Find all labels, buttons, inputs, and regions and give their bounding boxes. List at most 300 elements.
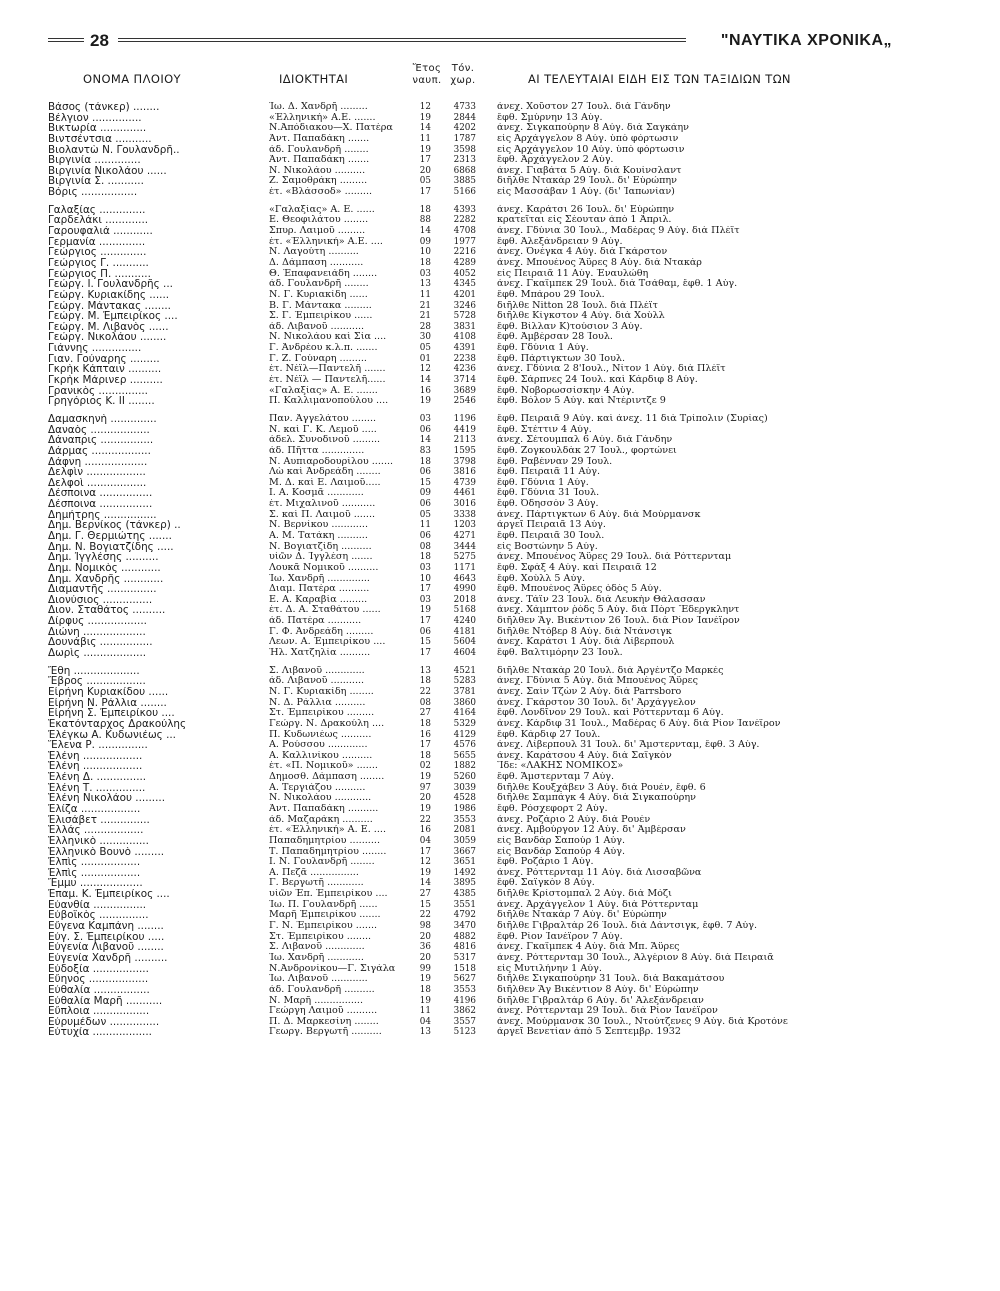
year-built: 19 bbox=[419, 144, 431, 155]
owner: Γ. Ἀνδρέου κ.λ.π. ....... bbox=[269, 343, 378, 354]
year-built: 18 bbox=[419, 456, 431, 467]
year-built: 15 bbox=[419, 637, 431, 648]
owner: Α. Καλλινίκου .......... bbox=[269, 750, 373, 761]
tonnage: 3059 bbox=[453, 835, 476, 846]
year-built: 06 bbox=[419, 467, 431, 478]
tonnage: 4576 bbox=[453, 740, 476, 751]
table-row bbox=[0, 425, 1000, 436]
ship-name: Ἑλένη Δ. ............... bbox=[48, 772, 147, 783]
last-news: ἀργεῖ Βενετίαν ἀπὸ 5 Σεπτεμβρ. 1932 bbox=[497, 1027, 681, 1038]
year-built: 20 bbox=[419, 793, 431, 804]
last-news: ἀνεχ. Γδύνια 2 8'Ιουλ., Νίτον 1 Αὐγ. διὰ Πλέϊτ bbox=[497, 364, 726, 375]
year-built: 36 bbox=[419, 942, 431, 953]
last-news: ἀνεχ. Κάρδιφ 31 Ἰουλ., Μαδέρας 6 Αὐγ. διὰ Ρίον Ἰανέϊρον bbox=[497, 718, 781, 729]
year-built: 12 bbox=[419, 102, 431, 112]
owner: Ἰω. Χανδρῆ ............ bbox=[269, 952, 364, 963]
tonnage: 3816 bbox=[453, 467, 476, 478]
last-news: ἔφθ. Χοὺλλ 5 Αὐγ. bbox=[497, 573, 586, 584]
tonnage: 3553 bbox=[453, 814, 476, 825]
last-news: ἀνεχ. Ἀρχάγγελον 1 Αὐγ. διὰ Ρόττερνταμ bbox=[497, 899, 699, 910]
year-built: 18 bbox=[419, 552, 431, 563]
year-built: 13 bbox=[419, 1027, 431, 1038]
tonnage: 2081 bbox=[453, 825, 476, 836]
year-built: 03 bbox=[419, 413, 431, 424]
last-news: ἔφθ. Πειραιᾶ 11 Αὐγ. bbox=[497, 467, 601, 478]
tonnage: 3667 bbox=[453, 846, 476, 857]
ship-name: Δημήτρης ................ bbox=[48, 509, 157, 521]
last-news: ἀνεχ. Σαὶν Τζὼν 2 Αὐγ. διὰ Parrsboro bbox=[497, 686, 682, 697]
ship-name: Γεώργιος Π. ........... bbox=[48, 268, 151, 280]
table-row bbox=[0, 836, 1000, 847]
table-row bbox=[0, 166, 1000, 177]
table-row bbox=[0, 499, 1000, 510]
header-tons bbox=[446, 63, 480, 87]
year-built: 17 bbox=[419, 187, 431, 198]
year-built: 06 bbox=[419, 530, 431, 541]
last-news: διῆλθε Γιβραλτὰρ 26 Ἰουλ. διὰ Δάντσιγκ, ἔφθ. 7 Αὐγ. bbox=[497, 921, 758, 932]
last-news: διῆλθε Ντακὰρ 29 Ἰουλ. δι' Εὐρώπην bbox=[497, 176, 677, 187]
tonnage: 2113 bbox=[453, 435, 476, 446]
table-row bbox=[0, 793, 1000, 804]
owner: Θ. Ἐπαφανειάδη ........ bbox=[269, 268, 378, 279]
owner: Α. Πεζᾶ ................ bbox=[269, 867, 359, 878]
owner: «Γαλαξίας» Α. Ε. ....... bbox=[269, 385, 378, 396]
year-built: 17 bbox=[419, 616, 431, 627]
ship-name: Γεώργ. Κυριακίδης ...... bbox=[48, 289, 170, 301]
owner: Π. Καλλιμανοπούλου .... bbox=[269, 396, 389, 407]
table-row bbox=[0, 942, 1000, 953]
year-built: 98 bbox=[419, 921, 431, 932]
table-row bbox=[0, 113, 1000, 124]
table-row bbox=[0, 237, 1000, 248]
table-row bbox=[0, 996, 1000, 1007]
year-built: 11 bbox=[419, 1006, 431, 1017]
last-news: ἀργεῖ Πειραιᾶ 13 Αὐγ. bbox=[497, 520, 606, 531]
table-row bbox=[0, 953, 1000, 964]
year-built: 04 bbox=[419, 1016, 431, 1027]
table-row bbox=[0, 761, 1000, 772]
owner: ἀδ. Πατέρα ........... bbox=[269, 616, 362, 627]
ship-name: Βιργινία Σ. ........... bbox=[48, 176, 144, 188]
year-built: 04 bbox=[419, 835, 431, 846]
table-row bbox=[0, 446, 1000, 457]
last-news: ἔφθ. Βίλλαν Κ)τούσιον 3 Αὐγ. bbox=[497, 321, 643, 332]
tonnage: 4129 bbox=[453, 729, 476, 740]
tonnage: 4240 bbox=[453, 616, 476, 627]
ship-name: Δωρὶς ................... bbox=[48, 648, 147, 659]
owner: ἀδ. Πῆττα .............. bbox=[269, 445, 365, 456]
last-news: ἀνεχ. Γδύνια 5 Αὐγ. διὰ Μπουένος Ἄϋρες bbox=[497, 676, 698, 687]
table-row bbox=[0, 467, 1000, 478]
last-news: εἰς Ἀρχάγγελον 10 Αὐγ. ὑπὸ φόρτωσιν bbox=[497, 144, 685, 155]
ship-name: Εἰρήνη Ν. Ράλλια ........ bbox=[48, 697, 167, 709]
year-built: 19 bbox=[419, 995, 431, 1006]
last-news: ἀνεχ. Ὀνέγκα 4 Αὐγ. διὰ Γκάρστον bbox=[497, 247, 668, 258]
header-ship-name: ΟΝΟΜΑ ΠΛΟΙΟΥ bbox=[83, 72, 181, 86]
owner: Μαρῆ Ἐμπειρίκου ....... bbox=[269, 910, 381, 921]
year-built: 30 bbox=[419, 332, 431, 343]
ship-name: Γιάννης ............... bbox=[48, 343, 142, 354]
year-built: 28 bbox=[419, 321, 431, 332]
last-news: ἀνεχ. Χάμπτον ῥὸδς 5 Αὐγ. διὰ Πὸρτ Ἔδεργκληντ bbox=[497, 605, 740, 616]
ship-name: Δέσποινα ................ bbox=[48, 499, 153, 510]
tonnage: 5283 bbox=[453, 676, 476, 687]
owner: Γ. Φ. Ἀνδρεάδη ......... bbox=[269, 626, 374, 637]
year-built: 22 bbox=[419, 686, 431, 697]
ship-name: Γιαν. Γούναρης ......... bbox=[48, 353, 160, 365]
year-built: 06 bbox=[419, 626, 431, 637]
ship-name: Εἰρήνη Κυριακίδου ...... bbox=[48, 686, 169, 698]
year-built: 18 bbox=[419, 984, 431, 995]
tonnage: 5260 bbox=[453, 772, 476, 783]
ship-name: Γεώργ. Νικολάου ........ bbox=[48, 332, 167, 344]
tonnage: 2546 bbox=[453, 396, 476, 407]
table-row bbox=[0, 698, 1000, 709]
ship-name: Ἔβρος .................. bbox=[48, 676, 146, 687]
ship-name: Ἐλπὶς .................. bbox=[48, 867, 141, 879]
ship-name: Εὐδοξία ................. bbox=[48, 963, 149, 975]
year-built: 12 bbox=[419, 857, 431, 868]
last-news: διῆλθεν Ἅγ Βικέντιον 8 Αὐγ. δι' Εὐρώπην bbox=[497, 984, 699, 995]
ship-name: Γαλαξίας .............. bbox=[48, 204, 146, 216]
tonnage: 5329 bbox=[453, 718, 476, 729]
last-news: ἀνεχ. Γκαϊμπεκ 4 Αὐγ. διὰ Μπ. Ἄϋρες bbox=[497, 942, 680, 953]
last-news: διῆλθε Nitton 28 Ἰουλ. διὰ Πλέϊτ bbox=[497, 300, 658, 311]
ship-name: Δελφὶν .................. bbox=[48, 467, 146, 478]
tonnage: 4419 bbox=[453, 424, 476, 435]
owner: Γεώργ. Ν. Δρακούλη .... bbox=[269, 718, 385, 729]
year-built: 13 bbox=[419, 279, 431, 290]
owner: Γ. Ν. Ἐμπειρίκου ....... bbox=[269, 921, 378, 932]
ship-name: Γαρουφαλιά ............ bbox=[48, 226, 153, 237]
owner: Τ. Παπαδημητρίου ........ bbox=[269, 846, 387, 857]
last-news: ἔφθ. Γδύνια 1 Αὐγ. bbox=[497, 343, 589, 354]
year-built: 16 bbox=[419, 825, 431, 836]
year-built: 22 bbox=[419, 910, 431, 921]
owner: Γ. Ζ. Γούναρη ......... bbox=[269, 353, 367, 364]
tonnage: 1787 bbox=[453, 133, 476, 144]
tonnage: 4708 bbox=[453, 226, 476, 237]
year-built: 97 bbox=[419, 782, 431, 793]
table-row bbox=[0, 510, 1000, 521]
owner: ἀδελ. Συνοδινοῦ ......... bbox=[269, 435, 381, 446]
year-built: 01 bbox=[419, 353, 431, 364]
header-owners: ΙΔΙΟΚΤΗΤΑΙ bbox=[279, 72, 349, 86]
year-built: 09 bbox=[419, 236, 431, 247]
owner: Σ. Λιβανοῦ ............. bbox=[269, 942, 365, 953]
owner: Α. Μ. Τατάκη .......... bbox=[269, 530, 368, 541]
year-built: 08 bbox=[419, 697, 431, 708]
tonnage: 1196 bbox=[453, 413, 476, 424]
tonnage: 5166 bbox=[453, 187, 476, 198]
last-news: ἔφθ. Πειραιᾶ 9 Αὐγ. καὶ ἀνεχ. 11 διὰ Τρίπολιν (Συρίας) bbox=[497, 413, 768, 424]
table-row bbox=[0, 719, 1000, 730]
ship-name: Γρηγόριος Κ. ΙΙ ........ bbox=[48, 396, 155, 407]
ship-name: Εὔπλοια ................. bbox=[48, 1006, 150, 1017]
tonnage: 2844 bbox=[453, 112, 476, 123]
tonnage: 6868 bbox=[453, 165, 476, 176]
tonnage: 3039 bbox=[453, 782, 476, 793]
table-row bbox=[0, 102, 1000, 113]
owner: Ἰω. Π. Γουλανδρῆ ...... bbox=[269, 899, 378, 910]
year-built: 16 bbox=[419, 729, 431, 740]
owner: Ε. Α. Καραβία ......... bbox=[269, 594, 368, 605]
ship-name: Δημ. Ἰγγλέσης .......... bbox=[48, 552, 159, 563]
table-row bbox=[0, 414, 1000, 425]
tonnage: 3598 bbox=[453, 144, 476, 155]
tonnage: 4733 bbox=[453, 102, 476, 112]
tonnage: 5168 bbox=[453, 605, 476, 616]
table-row bbox=[0, 279, 1000, 290]
table-row bbox=[0, 1017, 1000, 1028]
table-row bbox=[0, 857, 1000, 868]
ship-name: Γεώργ. Μάντακας ........ bbox=[48, 300, 171, 312]
journal-title: "ΝΑΥΤΙΚΑ ΧΡΟΝΙΚΑ„ bbox=[720, 32, 892, 49]
tonnage: 4289 bbox=[453, 257, 476, 268]
year-built: 17 bbox=[419, 648, 431, 659]
table-row bbox=[0, 258, 1000, 269]
tonnage: 4385 bbox=[453, 889, 476, 900]
owner: ἀδ. Γουλανδρῆ .......... bbox=[269, 984, 375, 995]
last-news: ἔφθ. Λονδῖνον 29 Ἰουλ. καὶ Ρόττερνταμ 6 Αὐγ. bbox=[497, 708, 724, 719]
last-news: κρατεῖται εἰς Σέουταν ἀπὸ 1 Ἀπριλ. bbox=[497, 215, 672, 226]
year-built: 83 bbox=[419, 445, 431, 456]
ship-name: Βόρις ................. bbox=[48, 187, 138, 198]
table-row bbox=[0, 322, 1000, 333]
tonnage: 4391 bbox=[453, 343, 476, 354]
tonnage: 4792 bbox=[453, 910, 476, 921]
year-built: 02 bbox=[419, 761, 431, 772]
page-header bbox=[48, 30, 952, 52]
owner: ἀδ. Γουλανδρῆ ........ bbox=[269, 144, 369, 155]
tonnage: 4882 bbox=[453, 931, 476, 942]
last-news: διῆλθεν Ἅγ. Βικέντιον 26 Ἰουλ. διὰ Ρίον Ἰανέϊρον bbox=[497, 616, 740, 627]
year-built: 20 bbox=[419, 931, 431, 942]
last-news: ἔφθ. Ραβένναν 29 Ἰουλ. bbox=[497, 456, 613, 467]
year-built: 17 bbox=[419, 584, 431, 595]
tonnage: 5655 bbox=[453, 750, 476, 761]
ship-name: Εἰρήνη Σ. Ἐμπειρίκου .... bbox=[48, 708, 175, 719]
header-year-line1: Ἔτος bbox=[412, 63, 442, 74]
table-row bbox=[0, 332, 1000, 343]
year-built: 19 bbox=[419, 605, 431, 616]
owner: ἀδ. Λιβανοῦ ........... bbox=[269, 676, 365, 687]
owner: Δημοσθ. Δάμπαση ........ bbox=[269, 772, 385, 783]
ship-name: Ἐπαμ. Κ. Ἐμπειρίκος .... bbox=[48, 889, 170, 900]
table-row bbox=[0, 176, 1000, 187]
owner: Ν. Βερνίκου ............ bbox=[269, 520, 368, 531]
table-row bbox=[0, 563, 1000, 574]
owner: Δ. Δάμπαση ........... bbox=[269, 257, 364, 268]
ship-name: Εὐγενία Χανδρῆ .......... bbox=[48, 952, 168, 964]
last-news: ἔφθ. Γδύνια 31 Ἰουλ. bbox=[497, 488, 600, 499]
owner: Σ. καὶ Π. Λαιμοῦ ....... bbox=[269, 509, 376, 520]
year-built: 19 bbox=[419, 804, 431, 814]
owner: Ν. Νικολάου καὶ Σία .... bbox=[269, 332, 387, 343]
last-news: ἔφθ. Στέττιν 4 Αὐγ. bbox=[497, 424, 592, 435]
ship-name: Βιντσέντσια ........... bbox=[48, 133, 152, 145]
table-row bbox=[0, 301, 1000, 312]
tonnage: 4990 bbox=[453, 584, 476, 595]
page-number: 28 bbox=[90, 31, 109, 50]
header-tons-line2: χωρ. bbox=[450, 75, 476, 86]
last-news: ἀνεχ. Μπουένος Ἄϋρες 8 Αὐγ. διὰ Ντακὰρ bbox=[497, 257, 702, 268]
tonnage: 4164 bbox=[453, 708, 476, 719]
ship-name: Ἕλενα Ρ. ............... bbox=[48, 740, 148, 751]
owner: Ν. Βογιατζίδη .......... bbox=[269, 541, 372, 552]
ship-name: Ἑλλάς .................. bbox=[48, 825, 144, 836]
last-news: ἔφθ. Ζογκουλδὰκ 27 Ἰουλ., φορτώνει bbox=[497, 445, 677, 456]
tonnage: 4461 bbox=[453, 488, 476, 499]
ship-name: Ἐλέγκω Α. Κυδωνιέως ... bbox=[48, 729, 176, 741]
ship-name: Εὐγ. Σ. Ἐμπειρίκου ..... bbox=[48, 931, 165, 943]
table-row bbox=[0, 825, 1000, 836]
table-row bbox=[0, 134, 1000, 145]
owner: Γεώργη Λαιμοῦ .......... bbox=[269, 1006, 378, 1017]
year-built: 27 bbox=[419, 889, 431, 900]
tonnage: 4201 bbox=[453, 289, 476, 300]
last-news: ἀνεχ. Καράτσου 4 Αὐγ. διὰ Σαϊγκὸν bbox=[497, 750, 672, 761]
owner: Ι. Ν. Γουλανδρῆ ........ bbox=[269, 857, 375, 868]
table-row bbox=[0, 910, 1000, 921]
ship-name: Δημ. Βερνίκος (τάνκερ) .. bbox=[48, 520, 181, 531]
table-row bbox=[0, 396, 1000, 407]
last-news: ἀνεχ. Καράτσι 1 Αὐγ. διὰ Λίβερπουλ bbox=[497, 637, 675, 648]
tonnage: 4202 bbox=[453, 123, 476, 134]
table-row bbox=[0, 595, 1000, 606]
last-news: διῆλθε Σαμπάγκ 4 Αὐγ. διὰ Σιγκαπούρην bbox=[497, 793, 696, 804]
year-built: 18 bbox=[419, 257, 431, 268]
header-year-line2: ναυπ. bbox=[412, 75, 442, 86]
ship-name: Εὐρυμέδων ............... bbox=[48, 1016, 160, 1028]
owner: Ν.Ἀπόδιακου—Χ. Πατέρα bbox=[269, 123, 393, 134]
owner: Παπαδημητρίου .......... bbox=[269, 835, 380, 846]
ship-name: Δημ. Γ. Θερμιώτης ....... bbox=[48, 530, 172, 542]
last-news: ἀνεχ. Τάϊν 23 Ἰουλ. διὰ Λευκὴν Θάλασσαν bbox=[497, 594, 706, 605]
year-built: 19 bbox=[419, 974, 431, 985]
ship-name: Δουνάβις ................ bbox=[48, 637, 153, 649]
last-news: ἔφθ. Μπουένος Ἄϋρες ὁδὸς 5 Αὐγ. bbox=[497, 584, 662, 595]
table-row bbox=[0, 187, 1000, 198]
year-built: 19 bbox=[419, 396, 431, 407]
year-built: 14 bbox=[419, 878, 431, 889]
last-news: ἀνεχ. Ἀμβούργον 12 Αὐγ. δι' Ἀμβέρσαν bbox=[497, 825, 686, 836]
table-row bbox=[0, 637, 1000, 648]
tonnage: 1203 bbox=[453, 520, 476, 531]
table-row bbox=[0, 1027, 1000, 1038]
owner: Ν. Νικολάου ............ bbox=[269, 793, 372, 804]
tonnage: 5604 bbox=[453, 637, 476, 648]
owner: ἑτ. «Ἑλληνική» Α.Ε. .... bbox=[269, 236, 383, 247]
last-news: ἔφθ. Ροζάριο 1 Αὐγ. bbox=[497, 857, 594, 868]
ship-name: Δίρφυς .................. bbox=[48, 616, 147, 627]
last-news: διῆλθε Κουξχάβεν 3 Αὐγ. διὰ Ρουὲν, ἔφθ. 6 bbox=[497, 782, 706, 793]
last-news: διῆλθε Κίγκστον 4 Αὐγ. διὰ Χοὺλλ bbox=[497, 311, 665, 322]
owner: ἑτ. Μιχαλινοῦ ........... bbox=[269, 499, 376, 510]
ship-name: Δάρμας .................. bbox=[48, 445, 151, 457]
ship-name: Δημ. Νομικὸς ............ bbox=[48, 562, 161, 574]
owner: «Ἑλληνική» Α.Ε. ....... bbox=[269, 112, 376, 123]
last-news: ἀνεχ. Σιγκαπούρην 8 Αὐγ. διὰ Σαγκάην bbox=[497, 123, 689, 134]
tonnage: 3831 bbox=[453, 321, 476, 332]
last-news: ἀνεχ. Γκάρστον 30 Ἰουλ. δι' Ἀρχάγγελον bbox=[497, 697, 696, 708]
owner: Ν. Αυπιαροδουρίλου ....... bbox=[269, 456, 394, 467]
table-row bbox=[0, 676, 1000, 687]
tonnage: 3444 bbox=[453, 541, 476, 552]
last-news: ἀνεχ. Γδύνια 30 Ἰουλ., Μαδέρας 9 Αὐγ. διὰ Πλέϊτ bbox=[497, 226, 740, 237]
owner: Ν. Γ. Κυριακίδη ...... bbox=[269, 289, 368, 300]
table-row bbox=[0, 343, 1000, 354]
table-row bbox=[0, 847, 1000, 858]
owner: Ν. Νικολάου .......... bbox=[269, 165, 366, 176]
tonnage: 5123 bbox=[453, 1027, 476, 1038]
year-built: 20 bbox=[419, 165, 431, 176]
table-row bbox=[0, 783, 1000, 794]
owner: Σ. Γ. Ἐμπειρίκου ...... bbox=[269, 311, 373, 322]
last-news: ἀνεχ. Πάρτιγκτων 6 Αὐγ. διὰ Μούρμανσκ bbox=[497, 509, 701, 520]
tonnage: 4393 bbox=[453, 204, 476, 215]
year-built: 09 bbox=[419, 488, 431, 499]
last-news: ἔφθ. Σφὰξ 4 Αὐγ. καὶ Πειραιᾶ 12 bbox=[497, 562, 657, 573]
last-news: διῆλθε Ντόβερ 8 Αὐγ. διὰ Ντάνσιγκ bbox=[497, 626, 672, 637]
last-news: εἰς Βανδὰρ Σαπούρ 4 Αὐγ. bbox=[497, 846, 626, 857]
year-built: 11 bbox=[419, 520, 431, 531]
ship-name: Γαρδελάκι ............. bbox=[48, 215, 149, 227]
ship-name: Βιργινία .............. bbox=[48, 155, 141, 166]
ship-name: Εὐανθία ................ bbox=[48, 899, 147, 911]
last-news: ἔφθ. Ἀρχάγγελον 2 Αὐγ. bbox=[497, 155, 614, 166]
owner: υἱῶν Δ. Ἰγγλέση ....... bbox=[269, 552, 373, 563]
letter-group bbox=[0, 414, 1000, 659]
owner: ἀδ. Μαζαράκη .......... bbox=[269, 814, 373, 825]
tonnage: 4816 bbox=[453, 942, 476, 953]
ship-table bbox=[0, 102, 1000, 1038]
tonnage: 4181 bbox=[453, 626, 476, 637]
year-built: 20 bbox=[419, 952, 431, 963]
tonnage: 4604 bbox=[453, 648, 476, 659]
ship-name: Γεώργ. Μ. Ἐμπειρίκος .... bbox=[48, 311, 178, 322]
tonnage: 1977 bbox=[453, 236, 476, 247]
last-news: εἰς Βοστώνην 5 Αὐγ. bbox=[497, 541, 598, 552]
owner: Σ. Λιβανοῦ ............. bbox=[269, 665, 365, 676]
ship-name: Γκρὴκ Κάπταιν .......... bbox=[48, 364, 162, 376]
year-built: 18 bbox=[419, 676, 431, 687]
owner: Ἰω. Λιβανοῦ ............ bbox=[269, 974, 368, 985]
owner: Γεωργ. Βεργωτῆ .......... bbox=[269, 1027, 382, 1038]
table-row bbox=[0, 478, 1000, 489]
owner: Παν. Ἀγγελάτου ........ bbox=[269, 413, 377, 424]
year-built: 10 bbox=[419, 247, 431, 258]
tonnage: 2282 bbox=[453, 215, 476, 226]
year-built: 14 bbox=[419, 226, 431, 237]
owner: Λὼ καὶ Ἀνδρεάδη ........ bbox=[269, 467, 381, 478]
table-row bbox=[0, 1006, 1000, 1017]
tonnage: 3016 bbox=[453, 499, 476, 510]
tonnage: 3651 bbox=[453, 857, 476, 868]
last-news: ἀνεχ. Γιαβάτα 5 Αὐγ. διὰ Κουίνσλαντ bbox=[497, 165, 682, 176]
ship-name: Ἑλένη .................. bbox=[48, 750, 143, 762]
ship-name: Βέλγιον ............... bbox=[48, 112, 142, 124]
ship-name: Βικτωρία .............. bbox=[48, 123, 147, 134]
owner: Ν. Λαγούτη .......... bbox=[269, 247, 359, 258]
last-news: ἔφθ. Κάρδιφ 27 Ἰουλ. bbox=[497, 729, 601, 740]
ship-name: Ἑλένη .................. bbox=[48, 761, 143, 773]
year-built: 15 bbox=[419, 477, 431, 488]
header-tons-line1: Τόν. bbox=[451, 63, 475, 74]
last-news: ἔφθ. Νοβορωσσίσκην 4 Αὐγ. bbox=[497, 385, 635, 396]
year-built: 13 bbox=[419, 665, 431, 676]
last-news: Ἴδε: «ΛΑΚΗΣ ΝΟΜΙΚΟΣ» bbox=[497, 761, 624, 772]
